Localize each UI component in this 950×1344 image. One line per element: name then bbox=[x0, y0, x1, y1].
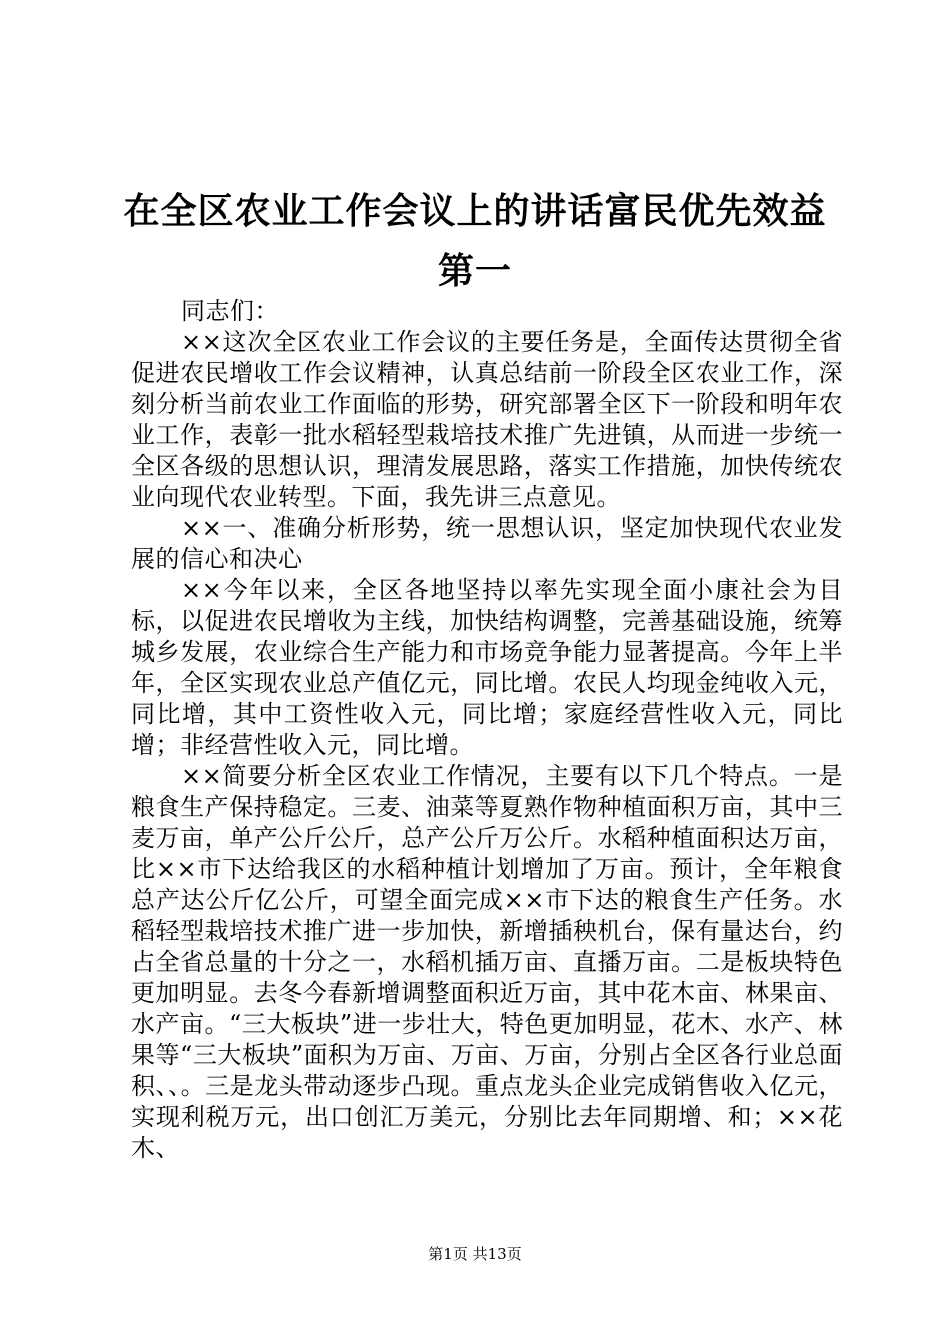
salutation: 同志们： bbox=[181, 297, 279, 325]
paragraph-overview: ××今年以来，全区各地坚持以率先实现全面小康社会为目标，以促进农民增收为主线，加快结构调整，完善基础设施，统筹城乡发展，农业综合生产能力和市场竞争能力显著提高。今年上半年，全区实现农业总产值亿元，同比增。农民人均现金纯收入元，同比增，其中工资性收入元，同比增；家庭经营性收入元，同比增；非经营性收入元，同比增。 bbox=[131, 576, 843, 759]
paragraph-characteristics: ××简要分析全区农业工作情况，主要有以下几个特点。一是粮食生产保持稳定。三麦、油菜等夏熟作物种植面积万亩，其中三麦万亩，单产公斤公斤，总产公斤万公斤。水稻种植面积达万亩，比××市下达给我区的水稻种植计划增加了万亩。预计，全年粮食总产达公斤亿公斤，可望全面完成××市下达的粮食生产任务。水稻轻型栽培技术推广进一步加快，新增插秧机台，保有量达台，约占全省总量的十分之一，水稻机插万亩、直播万亩。二是板块特色更加明显。去冬今春新增调整面积近万亩，其中花木亩、林果亩、水产亩。“三大板块”进一步壮大，特色更加明显，花木、水产、林果等“三大板块”面积为万亩、万亩、万亩，分别占全区各行业总面积、、。三是龙头带动逐步凸现。重点龙头企业完成销售收入亿元，实现利税万元，出口创汇万美元，分别比去年同期增、和；××花木、 bbox=[131, 762, 843, 1162]
page-number-footer: 第1页 共13页 bbox=[428, 1245, 522, 1263]
document-title: 在全区农业工作会议上的讲话富民优先效益第一 bbox=[123, 191, 827, 292]
paragraph-intro: ××这次全区农业工作会议的主要任务是，全面传达贯彻全省促进农民增收工作会议精神，认真总结前一阶段全区农业工作，深刻分析当前农业工作面临的形势，研究部署全区下一阶段和明年农业工作，表彰一批水稻轻型栽培技术推广先进镇，从而进一步统一全区各级的思想认识，理清发展思路，落实工作措施，加快传统农业向现代农业转型。下面，我先讲三点意见。 bbox=[131, 328, 843, 511]
document-body bbox=[131, 296, 843, 1164]
section-heading-1: ××一、准确分析形势，统一思想认识，坚定加快现代农业发展的信心和决心 bbox=[131, 514, 843, 573]
